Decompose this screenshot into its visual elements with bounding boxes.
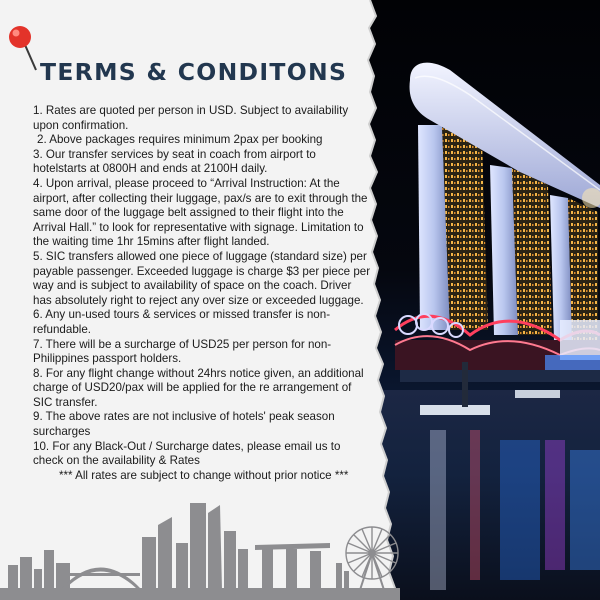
- term-item: 6. Any un-used tours & services or missed transfer is non-refundable.: [33, 308, 331, 336]
- term-item: 5. SIC transfers allowed one piece of luggage (standard size) per payable passenger. Exceeded luggage is charge $3 per piece per way and is subject to availability of space on the coach. Driver has absolutely right to reject any over size or exceeded luggage.: [33, 249, 371, 307]
- term-item: 3. Our transfer services by seat in coach from airport to hotelstarts at 0800H and ends at 2100H daily.: [33, 147, 316, 176]
- terms-list: [33, 104, 371, 483]
- term-item: 8. For any flight change without 24hrs notice given, an additional charge of USD20/pax will be applied for the re arrangement of SIC transfer.: [33, 366, 364, 409]
- disclaimer-notice: *** All rates are subject to change without prior notice ***: [59, 468, 349, 482]
- term-item: 9. The above rates are not inclusive of hotels' peak season surcharges: [33, 410, 335, 439]
- term-item: 7. There will be a surcharge of USD25 per person for non-Philippines passport holders.: [33, 337, 332, 366]
- term-item: 4. Upon arrival, please proceed to “Arrival Instruction: At the airport, after collecting their luggage, pax/s are to exit through the same door of the luggage belt assigned to their flight into the Arrival Hall.” to look for representative with signage. Limitation to the waiting time 1hr 15mins after flight landed.: [33, 176, 368, 249]
- term-item: 1. Rates are quoted per person in USD. Subject to availability upon confirmation.: [33, 104, 349, 132]
- term-item: 2. Above packages requires minimum 2pax per booking: [37, 133, 323, 147]
- page-title: TERMS & CONDITONS: [40, 58, 348, 86]
- skyline-silhouette: [0, 495, 400, 600]
- term-item: 10. For any Black-Out / Surcharge dates, please email us to check on the availability & Rates: [33, 439, 341, 468]
